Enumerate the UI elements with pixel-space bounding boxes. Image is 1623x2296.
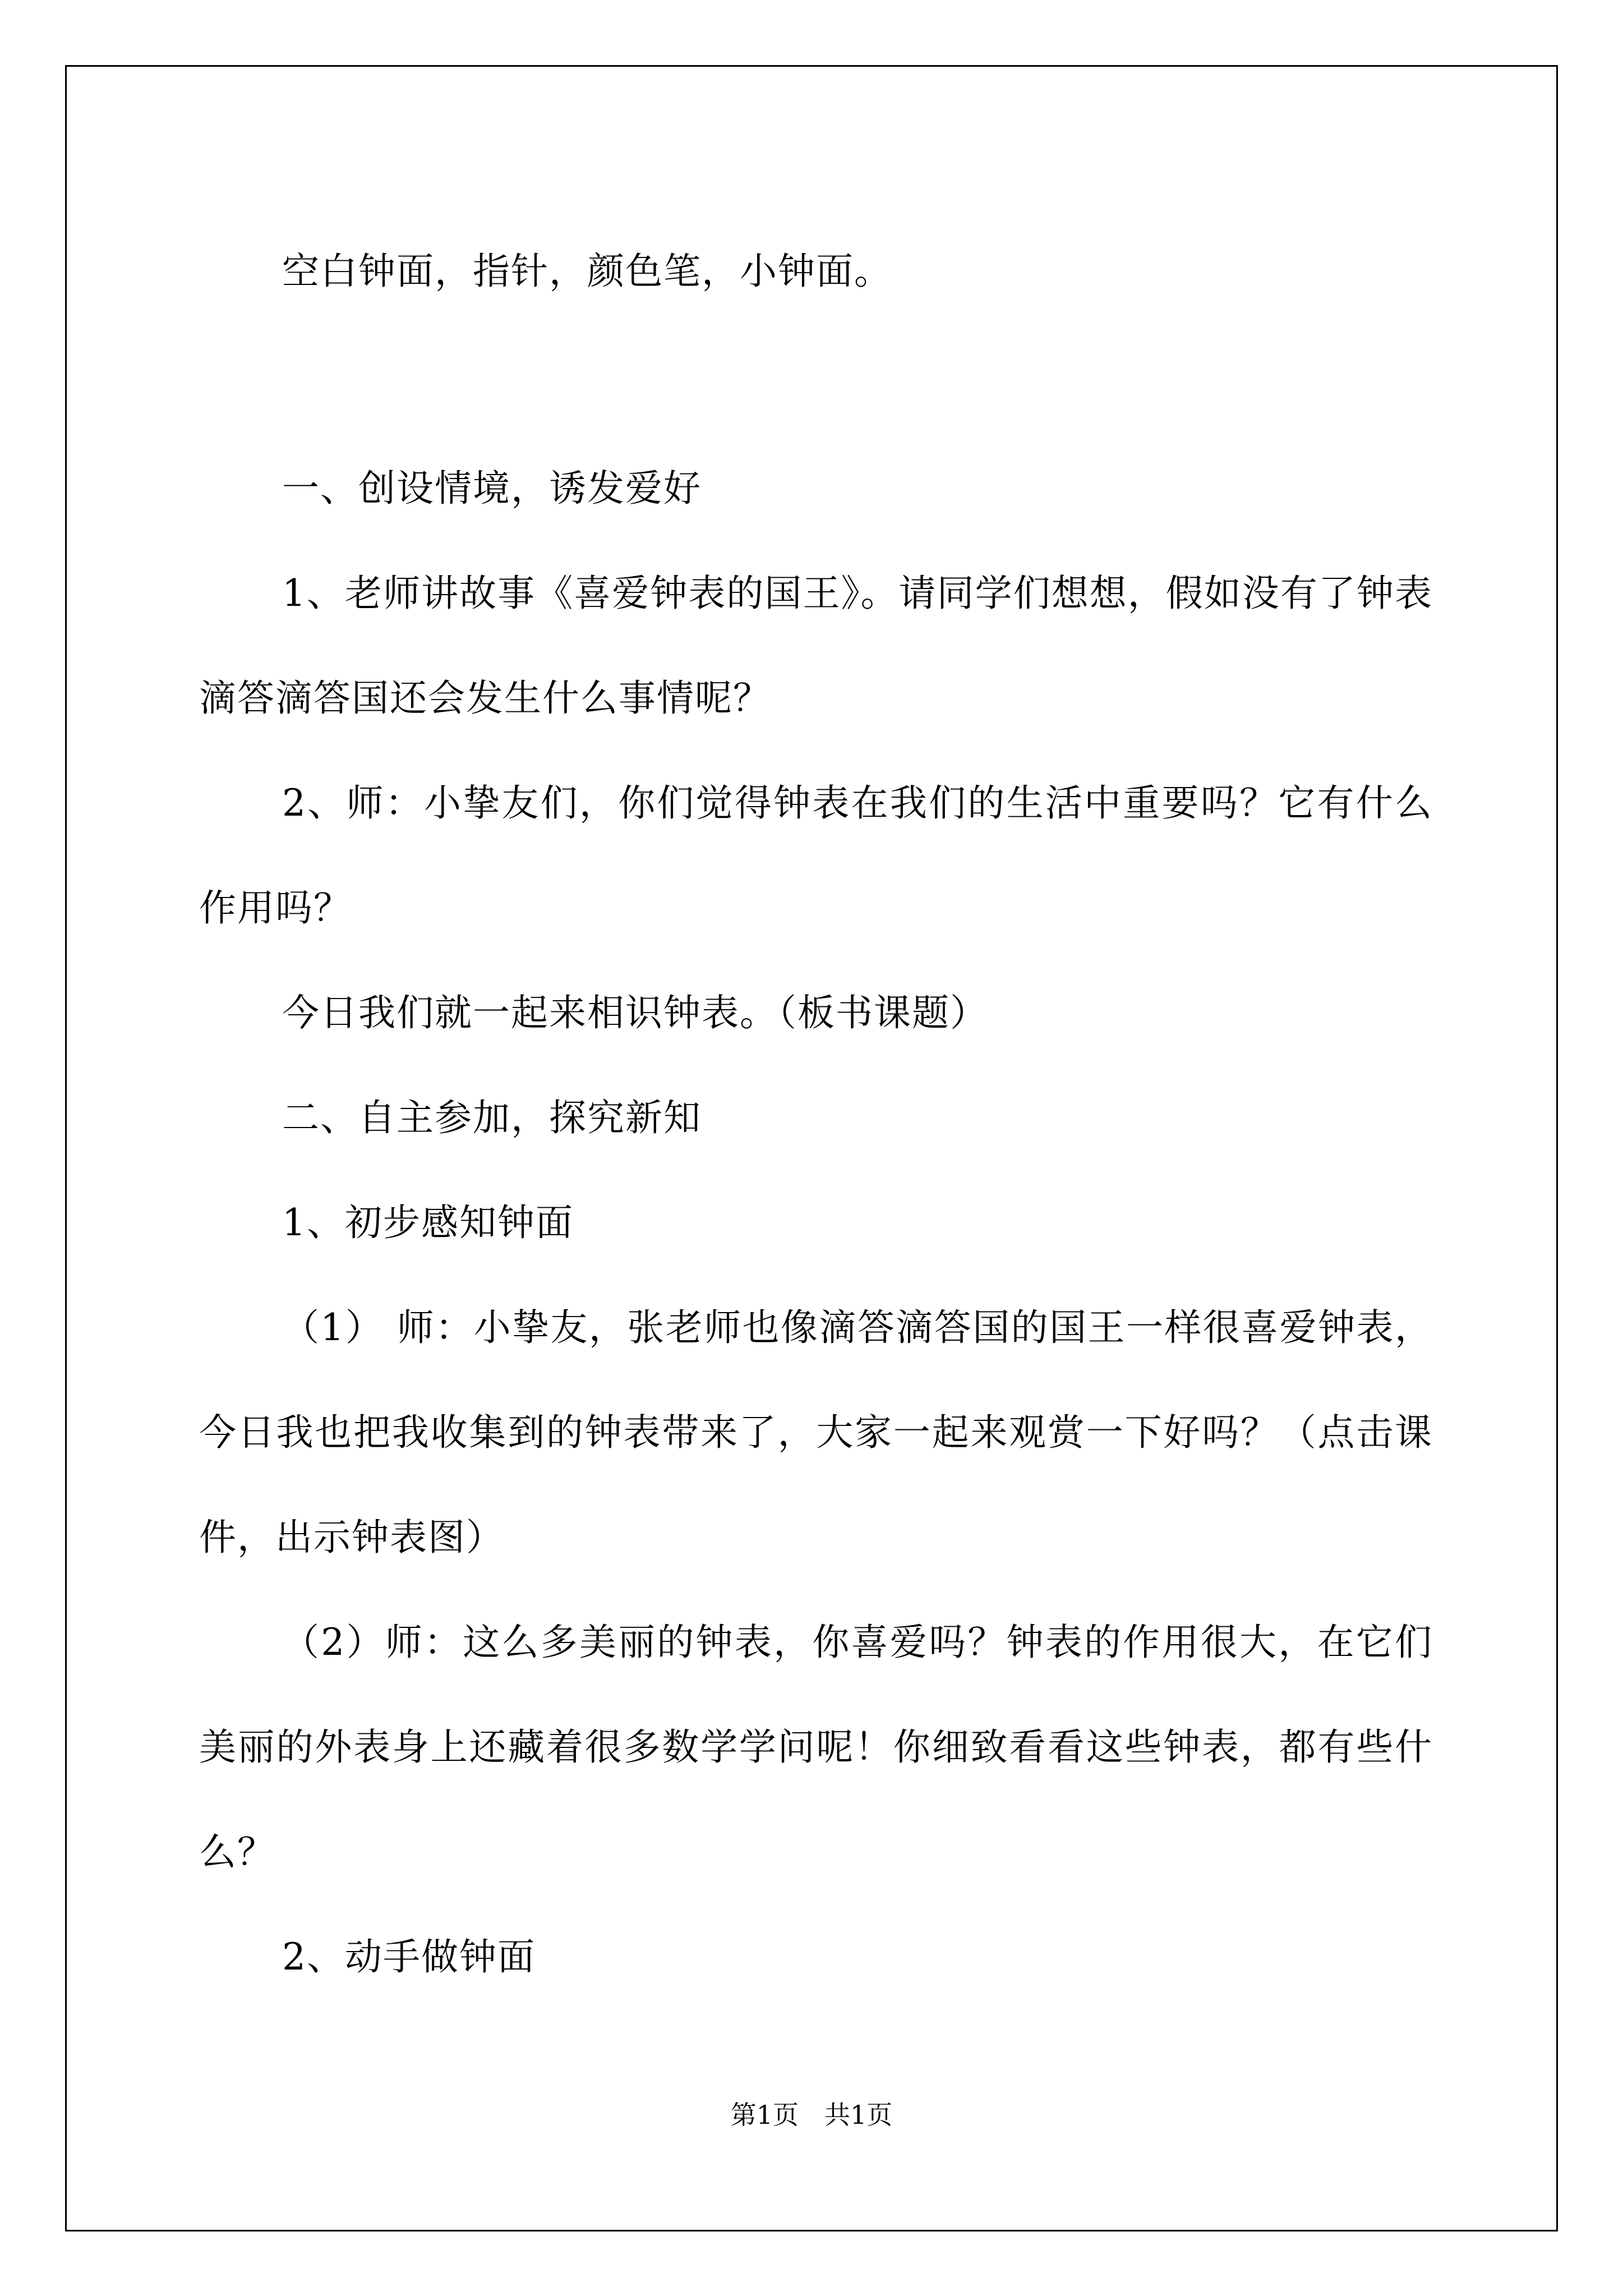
paragraph-clock-display: （1） 师：小挚友，张老师也像滴答滴答国的国王一样很喜爱钟表，今日我也把我收集到的钟表带来了，大家一起来观赏一下好吗？（点击课件，出示钟表图）	[199, 1306, 1433, 1559]
page-footer: 第1页 共1页	[730, 2100, 893, 2130]
paragraph-materials: 空白钟面，指针，颜色笔，小钟面。	[282, 250, 892, 293]
paragraph-topic: 今日我们就一起来相识钟表。（板书课题）	[282, 991, 988, 1034]
paragraph-story: 1、老师讲故事《喜爱钟表的国王》。请同学们想想，假如没有了钟表滴答滴答国还会发生什么事情呢？	[199, 572, 1433, 720]
section-heading-2: 二、自主参加，探究新知	[282, 1096, 702, 1139]
subsection-heading-1: 1、初步感知钟面	[282, 1201, 574, 1244]
paragraph-clock-observe: （2）师：这么多美丽的钟表，你喜爱吗？钟表的作用很大，在它们美丽的外表身上还藏着很多数学学问呢！你细致看看这些钟表，都有些什么？	[199, 1621, 1433, 1874]
paragraph-question: 2、师：小挚友们，你们觉得钟表在我们的生活中重要吗？它有什么作用吗？	[199, 781, 1433, 930]
section-heading-1: 一、创设情境，诱发爱好	[282, 467, 702, 510]
subsection-heading-2: 2、动手做钟面	[282, 1935, 536, 1978]
document-body	[199, 219, 1433, 2009]
